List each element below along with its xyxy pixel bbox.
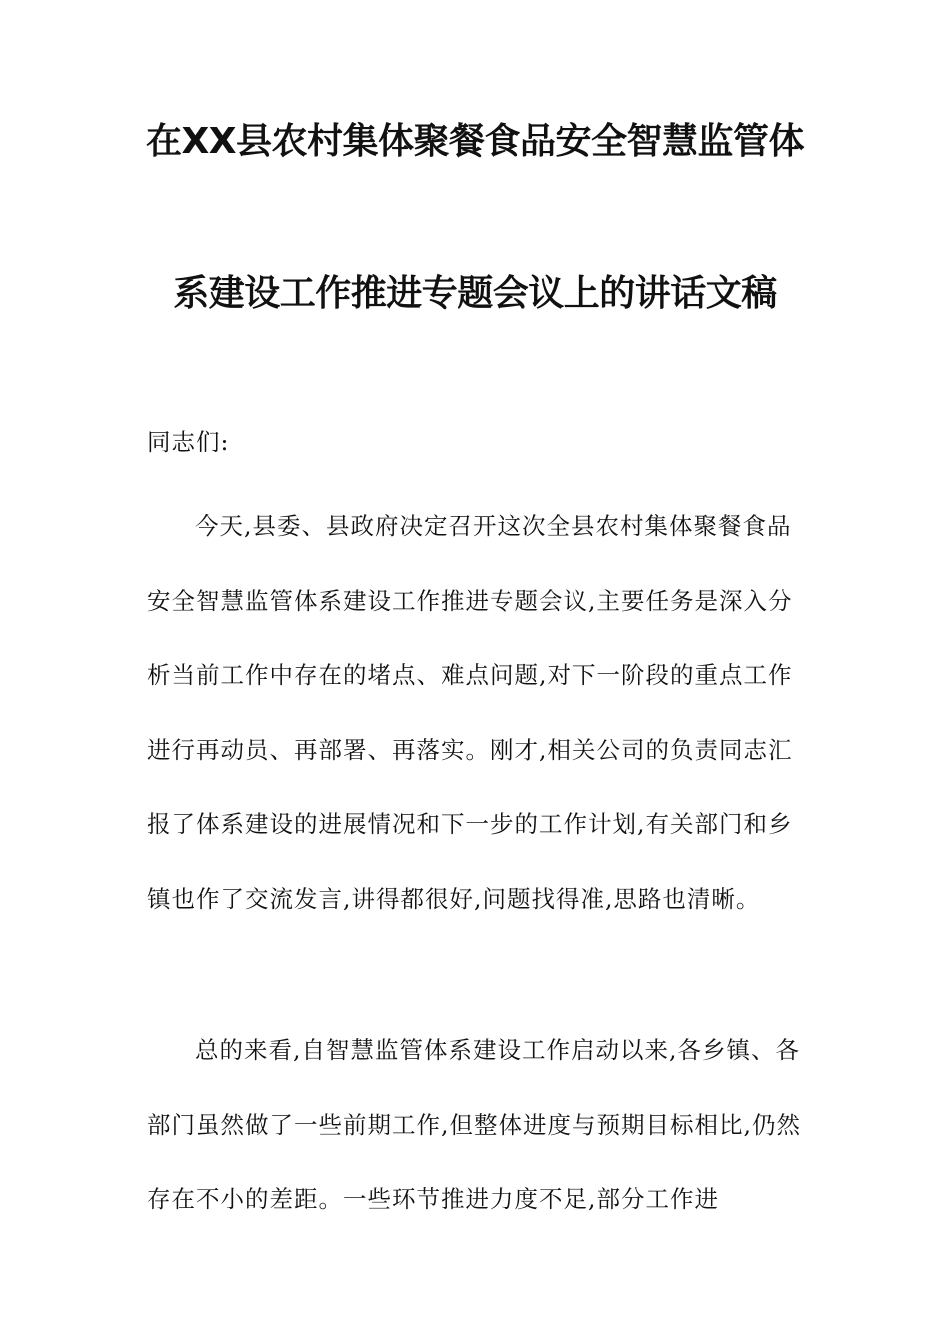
paragraph-1: 今天,县委、县政府决定召开这次全县农村集体聚餐食品安全智慧监管体系建设工作推进专题会议,主要任务是深入分析当前工作中存在的堵点、难点问题,对下一阶段的重点工作进行再动员、再部署、再落实。刚才,相关公司的负责同志汇报了体系建设的进展情况和下一步的工作计划,有关部门和乡镇也作了交流发言,讲得都很好,问题找得准,思路也清晰。: [147, 512, 793, 913]
paragraph-2: 总的来看,自智慧监管体系建设工作启动以来,各乡镇、各部门虽然做了一些前期工作,但整体进度与预期目标相比,仍然存在不小的差距。一些环节推进力度不足,部分工作进: [147, 1036, 801, 1213]
salutation: 同志们:: [147, 428, 230, 456]
document-title-line-2: 系建设工作推进专题会议上的讲话文稿: [173, 273, 777, 314]
document-title-line-1: 在XX县农村集体聚餐食品安全智慧监管体: [145, 121, 804, 162]
